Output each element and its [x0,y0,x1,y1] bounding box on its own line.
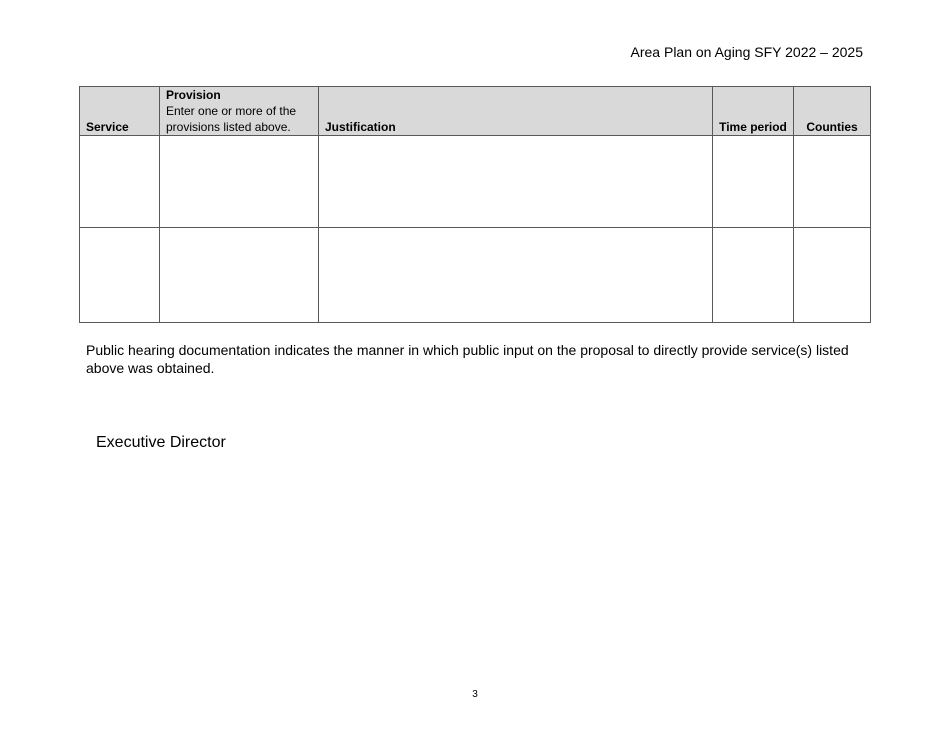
cell-counties[interactable] [794,228,871,323]
page-number: 3 [472,689,478,700]
table-header-row [80,87,871,136]
column-header-justification: Justification [319,87,713,136]
cell-justification[interactable] [319,228,713,323]
column-header-provision: Provision Enter one or more of the provisions listed above. [160,87,319,136]
column-header-time-period: Time period [713,87,794,136]
page-header-title: Area Plan on Aging SFY 2022 – 2025 [630,44,863,60]
cell-justification[interactable] [319,136,713,228]
executive-director-label: Executive Director [96,434,226,451]
provision-table [79,86,871,323]
cell-service[interactable] [80,228,160,323]
cell-time-period[interactable] [713,228,794,323]
cell-time-period[interactable] [713,136,794,228]
cell-service[interactable] [80,136,160,228]
cell-provision[interactable] [160,228,319,323]
public-hearing-note: Public hearing documentation indicates the manner in which public input on the proposal to directly provide service(s) listed above was obtained. [86,342,849,376]
cell-provision[interactable] [160,136,319,228]
table-row [80,228,871,323]
table-row [80,136,871,228]
cell-counties[interactable] [794,136,871,228]
column-header-service: Service [80,87,160,136]
column-header-counties: Counties [794,87,871,136]
